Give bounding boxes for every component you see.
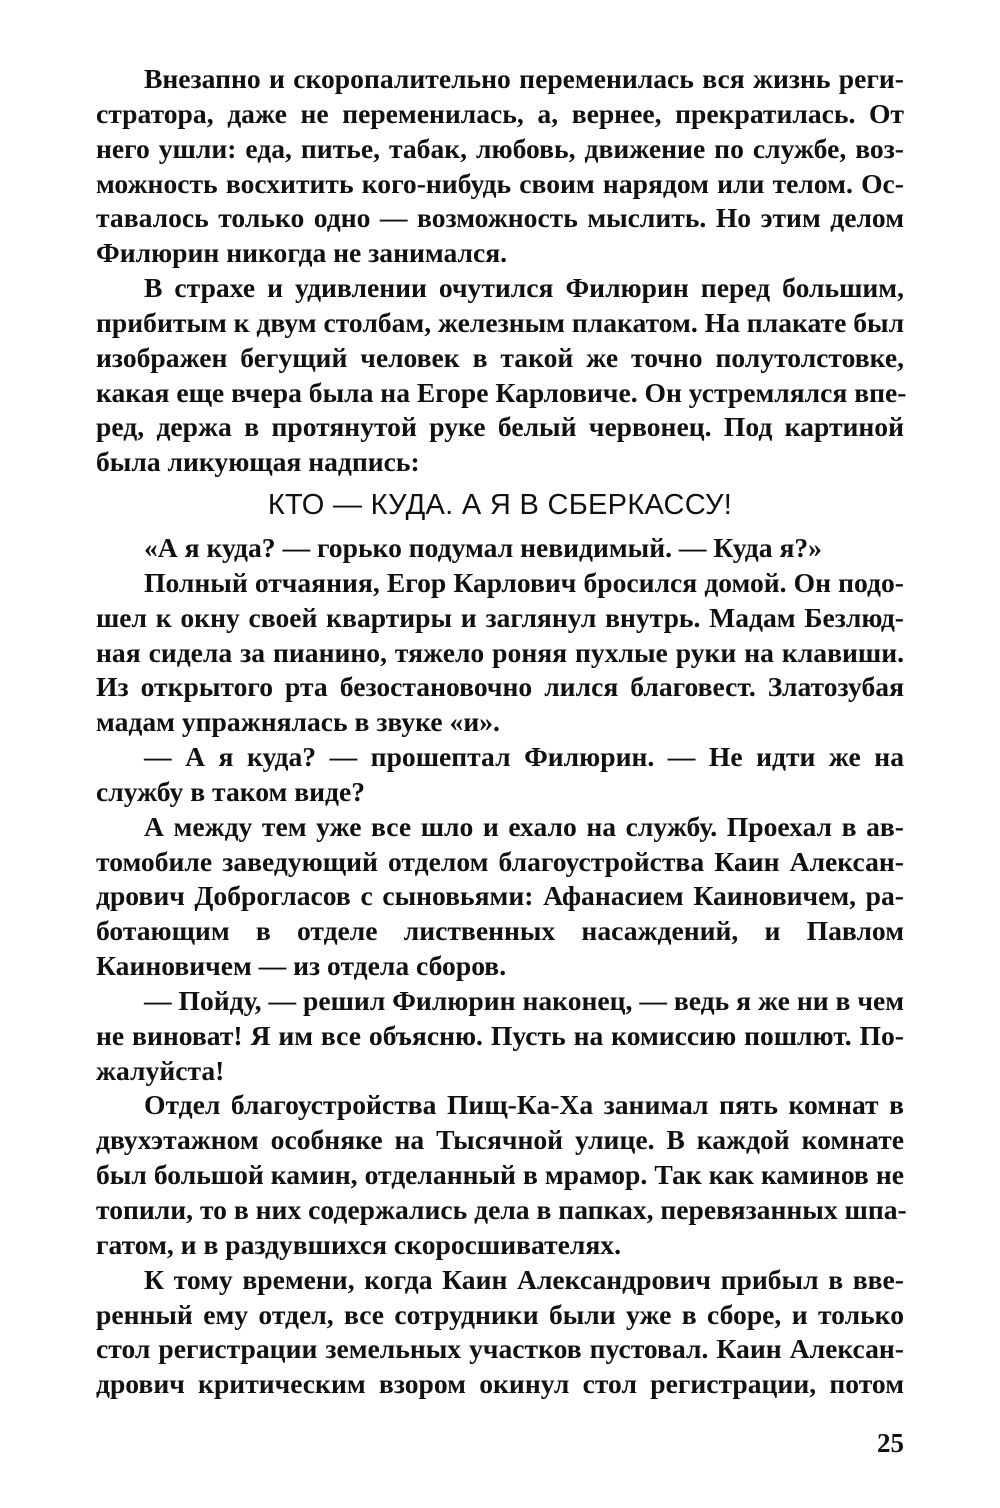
text-line: ная сидела за пианино, тяжело роняя пухлые руки на клавиши.: [96, 636, 904, 668]
text-line: топили, то в них содержались дела в папках, перевязанных шпа-: [96, 1194, 907, 1225]
text-line: стол регистрации земельных участков пустовал. Каин Алексан-: [96, 1333, 904, 1365]
text-line: К тому времени, когда Каин Александрович прибыл в вве-: [144, 1263, 904, 1295]
text-line: ренный ему отдел, все сотрудники были уже в сборе, и только: [96, 1298, 904, 1330]
poster-slogan: КТО — КУДА. А Я В СБЕРКАССУ!: [267, 489, 733, 522]
text-line: дрович критическим взором окинул стол регистрации, потом: [96, 1368, 904, 1400]
paragraph-6: [96, 810, 904, 984]
paragraph-5: [96, 740, 904, 810]
text-line: — А я куда? — прошептал Филюрин. — Не идти же на: [144, 741, 904, 773]
book-page-text: [96, 62, 907, 1402]
text-line: изображен бегущий человек в такой же точно полутолстовке,: [96, 341, 904, 373]
paragraph-4: [96, 566, 904, 740]
text-line: «А я куда? — горько подумал невидимый. — Куда я?»: [144, 531, 822, 563]
text-line: шел к окну своей квартиры и заглянул внутрь. Мадам Безлюд-: [96, 601, 904, 633]
text-line: дрович Доброгласов с сыновьями: Афанасием Каиновичем, ра-: [96, 880, 904, 912]
text-line: двухэтажном особняке на Тысячной улице. В каждой комнате: [96, 1124, 904, 1156]
text-line: В страхе и удивлении очутился Филюрин перед большим,: [144, 272, 904, 304]
paragraph-8: [96, 1088, 907, 1262]
paragraph-9: [96, 1263, 904, 1402]
text-line: него ушли: еда, питье, табак, любовь, движение по службе, воз-: [96, 132, 904, 164]
text-line: Каиновичем — из отдела сборов.: [96, 950, 507, 982]
text-line: прибитым к двум столбам, железным плакатом. На плакате был: [96, 306, 905, 338]
paragraph-1: [96, 62, 904, 271]
text-line: Филюрин никогда не занимался.: [96, 237, 508, 269]
text-line: гатом, и в раздувшихся скоросшивателях.: [96, 1228, 621, 1260]
text-line: был большой камин, отделанный в мрамор. Так как каминов не: [96, 1159, 904, 1191]
text-line: Отдел благоустройства Пищ-Ка-Ха занимал пять комнат в: [144, 1089, 904, 1121]
text-line: мадам упражнялась в звуке «и».: [96, 706, 500, 738]
text-line: стратора, даже не переменилась, а, вернее, прекратилась. От: [96, 97, 904, 129]
text-line: томобиле заведующий отделом благоустройства Каин Алексан-: [96, 845, 904, 877]
text-line: не виноват! Я им все объясню. Пусть на комиссию пошлют. По-: [96, 1019, 904, 1051]
text-line: жалуйста!: [96, 1054, 225, 1086]
text-line: Внезапно и скоропалительно переменилась вся жизнь реги-: [144, 63, 904, 94]
text-line: Полный отчаяния, Егор Карлович бросился домой. Он подо-: [144, 566, 904, 598]
text-line: ботающим в отделе лиственных насаждений, и Павлом: [96, 915, 904, 947]
paragraph-7: [96, 984, 904, 1089]
paragraph-3: [96, 531, 904, 566]
text-line: тавалось только одно — возможность мыслить. Но этим делом: [96, 202, 904, 234]
paragraph-2: [96, 271, 907, 480]
page-number: 25: [877, 1428, 904, 1458]
text-line: можность восхитить кого-нибудь своим нарядом или телом. Ос-: [96, 167, 904, 199]
text-line: службу в таком виде?: [96, 775, 366, 807]
text-line: А между тем уже все шло и ехало на службу. Проехал в ав-: [144, 810, 904, 842]
text-line: ред, держа в протянутой руке белый червонец. Под картиной: [96, 411, 904, 443]
text-line: Из открытого рта безостановочно лился благовест. Златозубая: [96, 671, 904, 703]
text-line: какая еще вчера была на Егоре Карловиче. Он устремлялся впе-: [96, 376, 907, 408]
text-line: — Пойду, — решил Филюрин наконец, — ведь я же ни в чем: [144, 984, 904, 1016]
text-line: была ликующая надпись:: [96, 446, 420, 478]
